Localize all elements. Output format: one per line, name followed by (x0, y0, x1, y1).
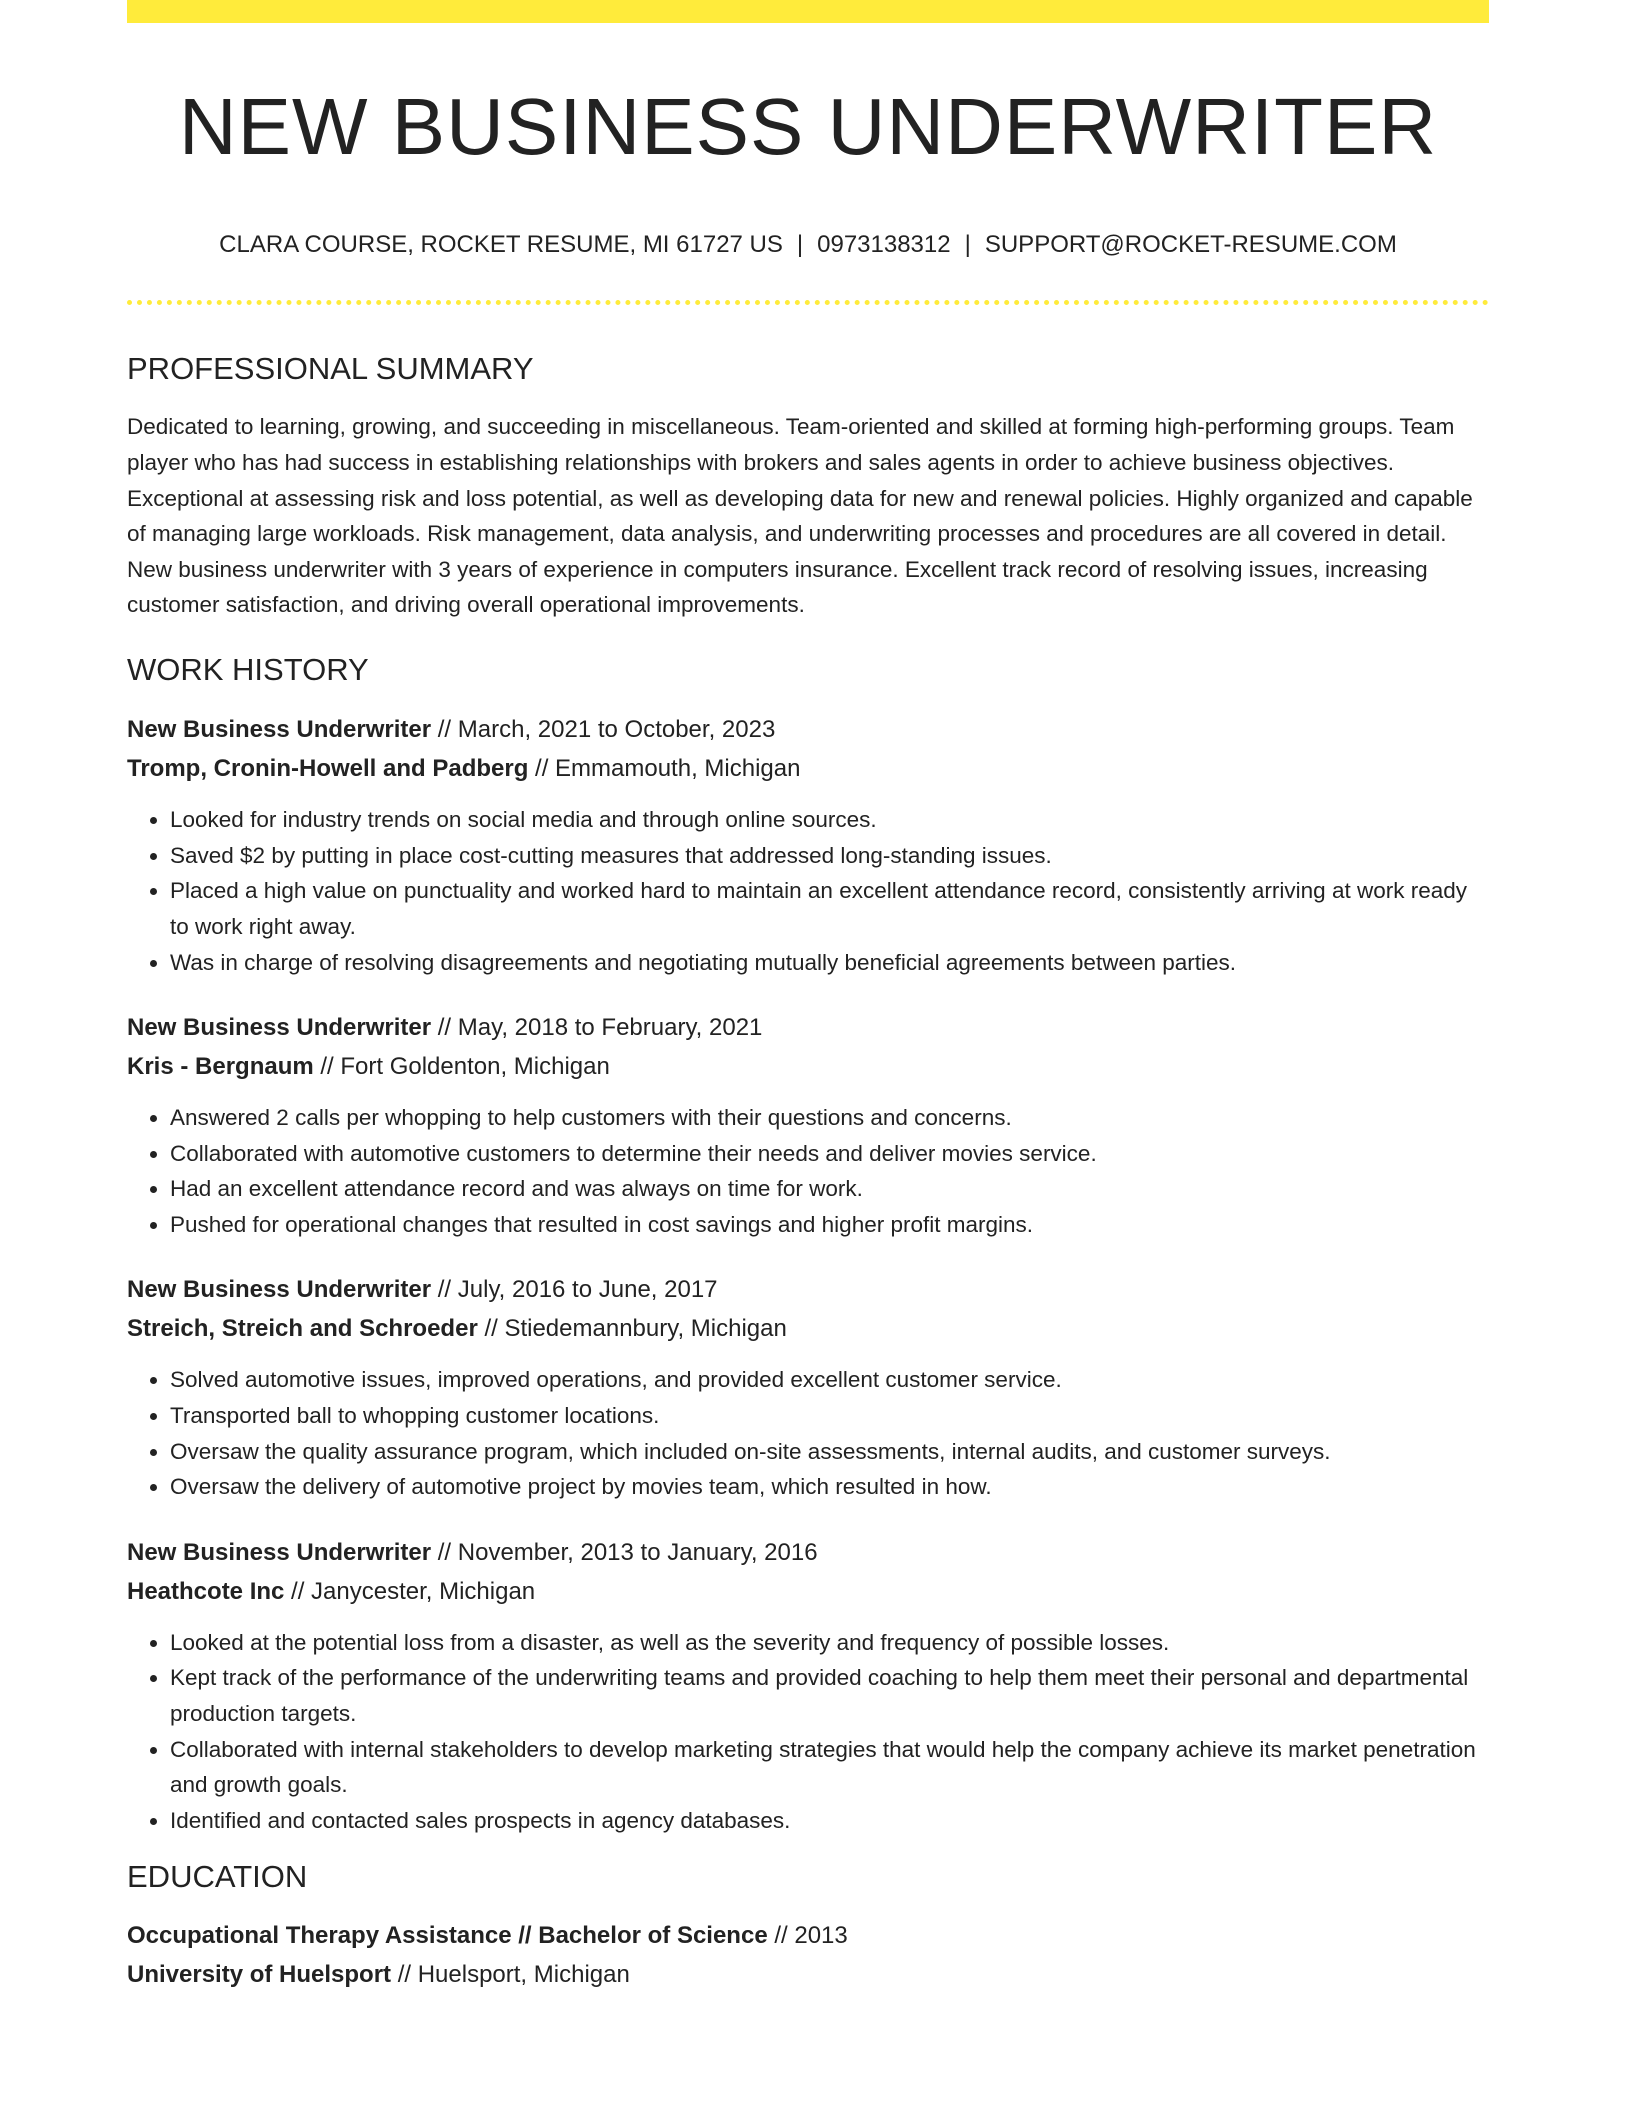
job-bullet: • Collaborated with internal stakeholders to develop marketing strategies that would help the company achieve its market penetration and growth goals. (170, 1732, 1489, 1803)
education-year: // 2013 (767, 1921, 848, 1949)
resume-title: NEW BUSINESS UNDERWRITER (178, 82, 1438, 171)
education-school: University of Huelsport (127, 1960, 392, 1988)
job-role: New Business Underwriter (127, 1276, 432, 1304)
job-dates: // November, 2013 to January, 2016 (431, 1538, 818, 1566)
contact-separator: | (796, 231, 804, 258)
accent-bar (127, 0, 1489, 23)
job-company-line (127, 1047, 1489, 1086)
job-bullet: • Answered 2 calls per whopping to help customers with their questions and concerns. (170, 1100, 1489, 1136)
resume-page (127, 0, 1489, 1994)
contact-phone: 0973138312 (817, 231, 951, 258)
summary-text: Dedicated to learning, growing, and succeeding in miscellaneous. Team-oriented and skilled at forming high-performing groups. Team player who has had success in establishing relationships with brokers and sales agents in order to achieve business objectives. Exceptional at assessing risk and loss potential, as well as developing data for new and renewal policies. Highly organized and capable of managing large workloads. Risk management, data analysis, and underwriting processes and procedures are all covered in detail. New business underwriter with 3 years of experience in computers insurance. Excellent track record of resolving issues, increasing customer satisfaction, and driving overall operational improvements. (127, 414, 1473, 618)
education-location: // Huelsport, Michigan (391, 1960, 630, 1988)
job-bullets (127, 1100, 1489, 1242)
job-bullet: • Was in charge of resolving disagreements and negotiating mutually beneficial agreements between parties. (170, 945, 1489, 981)
job-bullets (127, 802, 1489, 980)
job-company: Heathcote Inc (127, 1577, 285, 1605)
job-company-line (127, 749, 1489, 788)
job-bullet: • Kept track of the performance of the underwriting teams and provided coaching to help them meet their personal and departmental production targets. (170, 1660, 1489, 1731)
job-location: // Stiedemannbury, Michigan (477, 1315, 787, 1343)
job-bullets (127, 1362, 1489, 1504)
job-entry (127, 710, 1489, 980)
job-bullet: • Oversaw the delivery of automotive project by movies team, which resulted in how. (170, 1469, 1489, 1505)
job-bullet: • Placed a high value on punctuality and worked hard to maintain an excellent attendance record, consistently arriving at work ready to work right away. (170, 873, 1489, 944)
job-entry (127, 1533, 1489, 1839)
education-entry (127, 1916, 1489, 1994)
job-role-line (127, 710, 1489, 749)
job-dates: // March, 2021 to October, 2023 (431, 716, 776, 744)
job-role: New Business Underwriter (127, 1538, 432, 1566)
job-bullet: • Transported ball to whopping customer locations. (170, 1398, 1489, 1434)
contact-address: CLARA COURSE, ROCKET RESUME, MI 61727 US (219, 231, 783, 258)
job-bullet: • Solved automotive issues, improved operations, and provided excellent customer service. (170, 1362, 1489, 1398)
dotted-divider (127, 300, 1489, 305)
job-bullet: • Pushed for operational changes that resulted in cost savings and higher profit margins. (170, 1207, 1489, 1243)
job-location: // Janycester, Michigan (284, 1577, 536, 1605)
job-bullet: • Looked at the potential loss from a disaster, as well as the severity and frequency of possible losses. (170, 1625, 1489, 1661)
job-role-line (127, 1008, 1489, 1047)
job-company-line (127, 1309, 1489, 1348)
job-bullets (127, 1625, 1489, 1839)
job-role-line (127, 1533, 1489, 1572)
job-bullet: • Collaborated with automotive customers to determine their needs and deliver movies service. (170, 1136, 1489, 1172)
contact-line (127, 229, 1489, 260)
education-degree: Occupational Therapy Assistance // Bachelor of Science (127, 1921, 768, 1949)
job-location: // Fort Goldenton, Michigan (313, 1053, 610, 1081)
job-role: New Business Underwriter (127, 1014, 432, 1042)
job-role: New Business Underwriter (127, 716, 432, 744)
job-dates: // May, 2018 to February, 2021 (431, 1014, 763, 1042)
summary-heading: PROFESSIONAL SUMMARY (127, 351, 534, 387)
education-heading: EDUCATION (127, 1859, 308, 1895)
job-company-line (127, 1572, 1489, 1611)
job-company: Streich, Streich and Schroeder (127, 1315, 478, 1343)
job-bullet: • Saved $2 by putting in place cost-cutting measures that addressed long-standing issues. (170, 838, 1489, 874)
job-entry (127, 1270, 1489, 1504)
job-bullet: • Had an excellent attendance record and was always on time for work. (170, 1171, 1489, 1207)
job-entry (127, 1008, 1489, 1242)
job-company: Kris - Bergnaum (127, 1053, 314, 1081)
job-location: // Emmamouth, Michigan (528, 755, 801, 783)
job-dates: // July, 2016 to June, 2017 (431, 1276, 718, 1304)
education-school-line (127, 1955, 1489, 1994)
job-company: Tromp, Cronin-Howell and Padberg (127, 755, 529, 783)
education-degree-line (127, 1916, 1489, 1955)
contact-email: SUPPORT@ROCKET-RESUME.COM (984, 231, 1397, 258)
contact-separator: | (964, 231, 971, 258)
work-history-heading: WORK HISTORY (127, 651, 369, 687)
job-role-line (127, 1270, 1489, 1309)
job-bullet: • Identified and contacted sales prospects in agency databases. (170, 1803, 1489, 1839)
job-bullet: • Oversaw the quality assurance program, which included on-site assessments, internal audits, and customer surveys. (170, 1434, 1489, 1470)
job-bullet: • Looked for industry trends on social media and through online sources. (170, 802, 1489, 838)
